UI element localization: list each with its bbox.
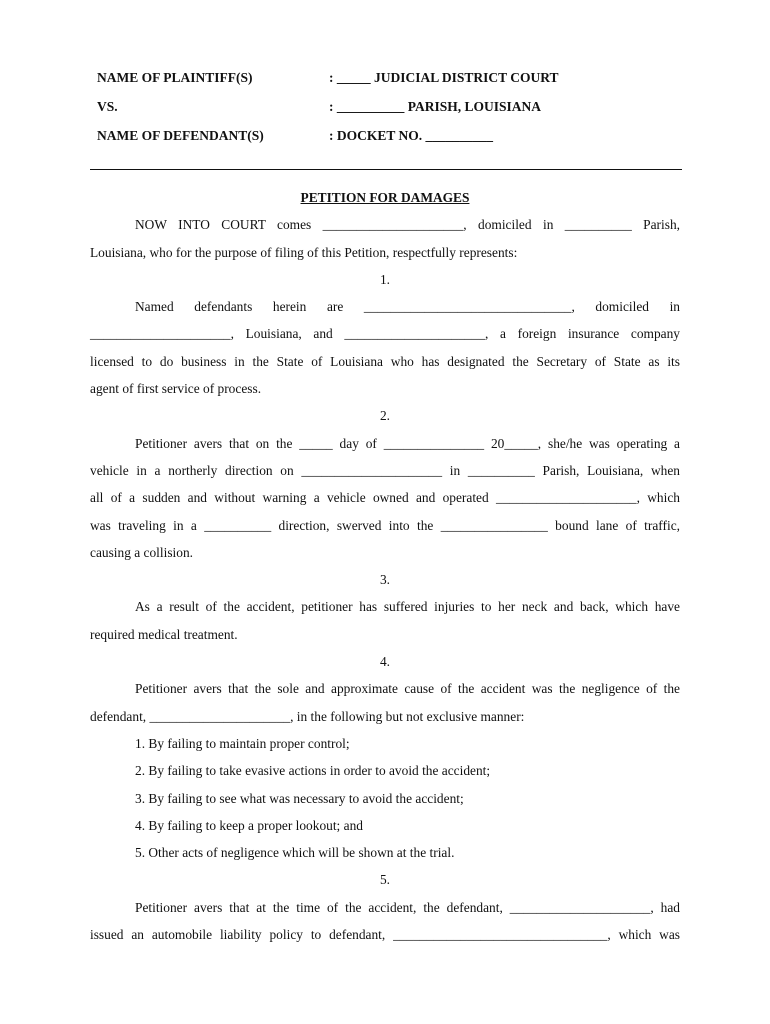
intro-line: NOW INTO COURT comes _____________________, domiciled in __________ Parish, [135, 217, 680, 233]
paragraph-line: causing a collision. [90, 544, 194, 560]
section-number: 1. [379, 271, 391, 287]
versus-label: VS. [97, 99, 118, 114]
paragraph-line: licensed to do business in the State of Louisiana who has designated the Secretary of State as its [90, 353, 680, 369]
paragraph-line: required medical treatment. [90, 626, 238, 642]
case-caption [97, 68, 697, 155]
list-item: 4. By failing to keep a proper lookout; and [135, 817, 363, 833]
paragraph-line: Named defendants herein are _______________________________, domiciled in [135, 299, 680, 315]
paragraph-line: Petitioner avers that the sole and approximate cause of the accident was the negligence of the [135, 681, 680, 697]
paragraph-line: agent of first service of process. [90, 381, 262, 397]
intro-line: Louisiana, who for the purpose of filing of this Petition, respectfully represents: [90, 244, 518, 260]
paragraph-line: all of a sudden and without warning a vehicle owned and operated _____________________, which [90, 490, 680, 506]
paragraph-line: vehicle in a northerly direction on _____________________ in __________ Parish, Louisiana, when [90, 462, 680, 478]
list-item: 1. By failing to maintain proper control; [135, 735, 350, 751]
section-number: 2. [379, 408, 391, 424]
paragraph-line: issued an automobile liability policy to defendant, ________________________________, which was [90, 927, 680, 943]
paragraph-line: was traveling in a __________ direction, swerved into the ________________ bound lane of traffic, [90, 517, 680, 533]
list-item: 3. By failing to see what was necessary to avoid the accident; [135, 790, 464, 806]
list-item: 5. Other acts of negligence which will be shown at the trial. [135, 845, 455, 861]
plaintiff-label: NAME OF PLAINTIFF(S) [97, 70, 253, 85]
list-item: 2. By failing to take evasive actions in order to avoid the accident; [135, 763, 491, 779]
court-label: : _____ JUDICIAL DISTRICT COURT [329, 70, 559, 85]
caption-row [97, 97, 697, 126]
caption-row [97, 68, 697, 97]
docket-label: : DOCKET NO. __________ [329, 128, 494, 143]
petition-body [90, 184, 680, 948]
section-number: 3. [379, 572, 391, 588]
paragraph-line: Petitioner avers that at the time of the accident, the defendant, _____________________, had [135, 899, 680, 915]
paragraph-line: defendant, _____________________, in the following but not exclusive manner: [90, 708, 525, 724]
petition-title: PETITION FOR DAMAGES [300, 190, 470, 205]
section-number: 5. [379, 872, 391, 888]
paragraph-line: _____________________, Louisiana, and _____________________, a foreign insurance company [90, 326, 680, 342]
defendant-label: NAME OF DEFENDANT(S) [97, 128, 264, 143]
section-number: 4. [379, 654, 391, 670]
paragraph-line: As a result of the accident, petitioner has suffered injuries to her neck and back, which have [135, 599, 680, 615]
parish-label: : __________ PARISH, LOUISIANA [329, 99, 542, 114]
caption-divider [90, 169, 682, 170]
paragraph-line: Petitioner avers that on the _____ day of _______________ 20_____, she/he was operating a [135, 435, 680, 451]
caption-row [97, 126, 697, 155]
